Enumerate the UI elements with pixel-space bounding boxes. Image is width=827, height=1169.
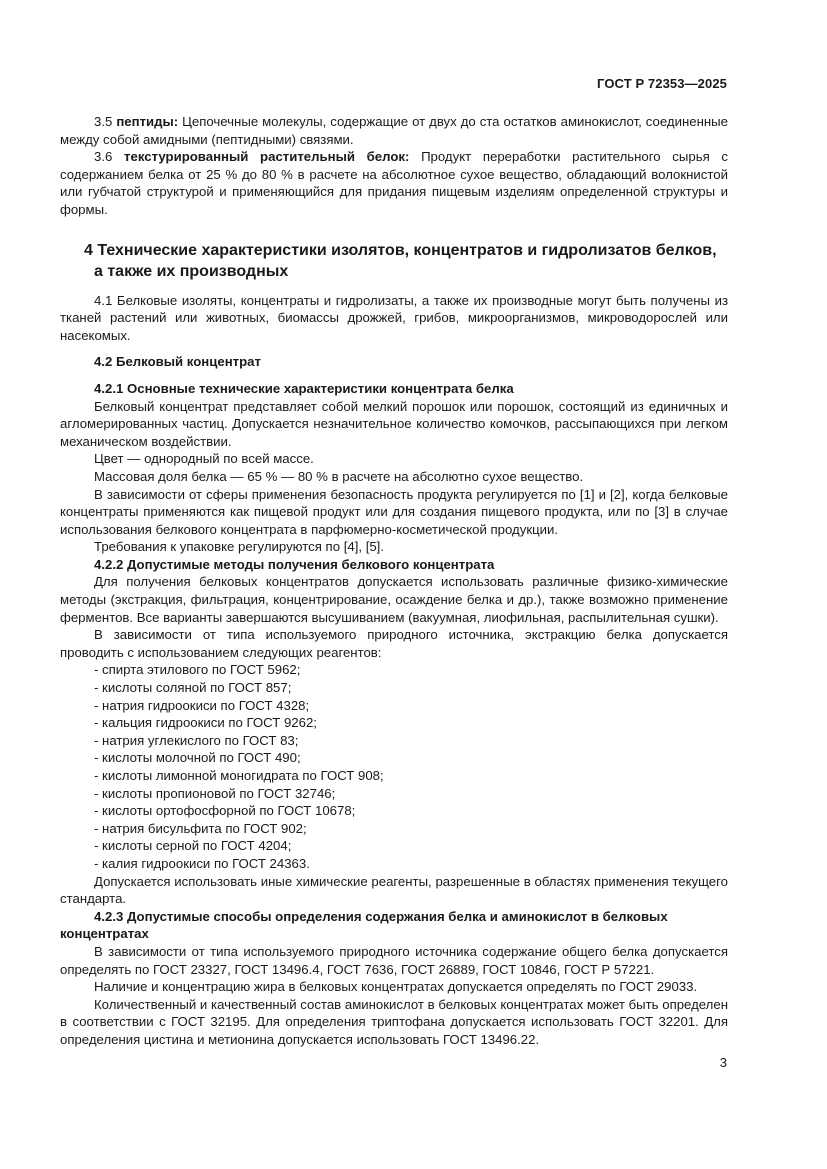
list-item: - спирта этилового по ГОСТ 5962; bbox=[94, 662, 301, 678]
document-code: ГОСТ Р 72353—2025 bbox=[597, 76, 727, 91]
list-item: - натрия бисульфита по ГОСТ 902; bbox=[94, 820, 307, 836]
paragraph-4-2-2-c: Допускается использовать иные химические реагенты, разрешенные в областях применения текущего стандарта. bbox=[60, 873, 728, 907]
paragraph-4-2-2-a: Для получения белковых концентратов допускается использовать различные физико-химические методы (экстракция, фильтрация, концентрирование, осаждение белка и др.), также возможно применение ферментов. Все варианты завершаются высушиванием (вакуумная, лиофильная, распылительная сушки). bbox=[60, 574, 728, 625]
heading-4-2: 4.2 Белковый концентрат bbox=[94, 354, 261, 370]
paragraph-4-2-2-b: В зависимости от типа используемого природного источника, экстракцию белка допускается проводить с использованием следующих реагентов: bbox=[60, 627, 728, 660]
paragraph-4-2-1-c: Массовая доля белка — 65 % — 80 % в расчете на абсолютно сухое вещество. bbox=[94, 468, 584, 484]
page-body bbox=[60, 113, 728, 1049]
heading-4-2-1: 4.2.1 Основные технические характеристики концентрата белка bbox=[94, 380, 514, 396]
term-number: 3.6 bbox=[94, 149, 113, 165]
paragraph-4-2-3-c: Количественный и качественный состав аминокислот в белковых концентратах может быть определен в соответствии с ГОСТ 32195. Для определения триптофана допускается использовать ГОСТ 32201. Для определения цистина и метионина допускается использовать ГОСТ 13496.22. bbox=[60, 996, 728, 1047]
section-4-title: 4 Технические характеристики изолятов, концентратов и гидролизатов белков, а также их производных bbox=[84, 241, 717, 280]
list-item: - кислоты соляной по ГОСТ 857; bbox=[94, 680, 292, 696]
term-3-5 bbox=[60, 113, 728, 148]
list-item: - натрия углекислого по ГОСТ 83; bbox=[94, 732, 299, 748]
list-item: - кислоты ортофосфорной по ГОСТ 10678; bbox=[94, 803, 356, 819]
paragraph-4-2-3-a: В зависимости от типа используемого природного источника содержание общего белка допускается определять по ГОСТ 23327, ГОСТ 13496.4, ГОСТ 7636, ГОСТ 26889, ГОСТ 10846, ГОСТ Р 57221. bbox=[60, 943, 728, 977]
list-item: - кислоты молочной по ГОСТ 490; bbox=[94, 750, 301, 766]
paragraph-4-2-1-d: В зависимости от сферы применения безопасность продукта регулируется по [1] и [2], когда белковые концентраты применяются как пищевой продукт или для создания пищевого продукта, или по [3] в случае использования белкового концентрата в парфюмерно-косметической продукции. bbox=[60, 486, 728, 537]
term-number: 3.5 bbox=[94, 114, 113, 129]
list-item: - кальция гидроокиси по ГОСТ 9262; bbox=[94, 715, 317, 731]
page-number: 3 bbox=[719, 1055, 727, 1070]
term-name: текстурированный растительный белок: bbox=[124, 149, 410, 165]
term-name: пептиды: bbox=[116, 114, 179, 129]
heading-4-2-2: 4.2.2 Допустимые методы получения белкового концентрата bbox=[94, 556, 495, 572]
paragraph-4-1: 4.1 Белковые изоляты, концентраты и гидролизаты, а также их производные могут быть получены из тканей растений или животных, биомассы дрожжей, грибов, микроорганизмов, микроводорослей или насекомых. bbox=[60, 292, 728, 343]
list-item: - кислоты лимонной моногидрата по ГОСТ 908; bbox=[94, 768, 384, 783]
paragraph-4-2-1-a: Белковый концентрат представляет собой мелкий порошок или порошок, состоящий из единичных и агломерированных частиц. Допускается незначительное количество комочков, рассыпающихся при легком механическом воздействии. bbox=[60, 398, 728, 449]
term-definition: Цепочечные молекулы, содержащие от двух до ста остатков аминокислот, соединенные между собой амидными (пептидными) связями. bbox=[60, 114, 728, 147]
term-3-6 bbox=[60, 148, 728, 218]
list-item: - натрия гидроокиси по ГОСТ 4328; bbox=[94, 697, 310, 713]
list-item: - кислоты пропионовой по ГОСТ 32746; bbox=[94, 785, 336, 801]
list-item: - кислоты серной по ГОСТ 4204; bbox=[94, 838, 292, 854]
reagent-list bbox=[60, 661, 728, 872]
paragraph-4-2-1-e: Требования к упаковке регулируются по [4], [5]. bbox=[94, 539, 385, 555]
paragraph-4-2-1-b: Цвет — однородный по всей массе. bbox=[94, 451, 314, 467]
heading-4-2-3: 4.2.3 Допустимые способы определения содержания белка и аминокислот в белковых концентратах bbox=[60, 908, 668, 942]
list-item: - калия гидроокиси по ГОСТ 24363. bbox=[94, 855, 310, 871]
paragraph-4-2-3-b: Наличие и концентрацию жира в белковых концентратах допускается определять по ГОСТ 29033. bbox=[94, 979, 698, 995]
term-definition: Продукт переработки растительного сырья с содержанием белка от 25 % до 80 % в расчете на абсолютное сухое вещество, обладающий волокнистой или губчатой структурой и применяющийся для придания пищевым изделиям определенной структуры и формы. bbox=[60, 149, 728, 217]
